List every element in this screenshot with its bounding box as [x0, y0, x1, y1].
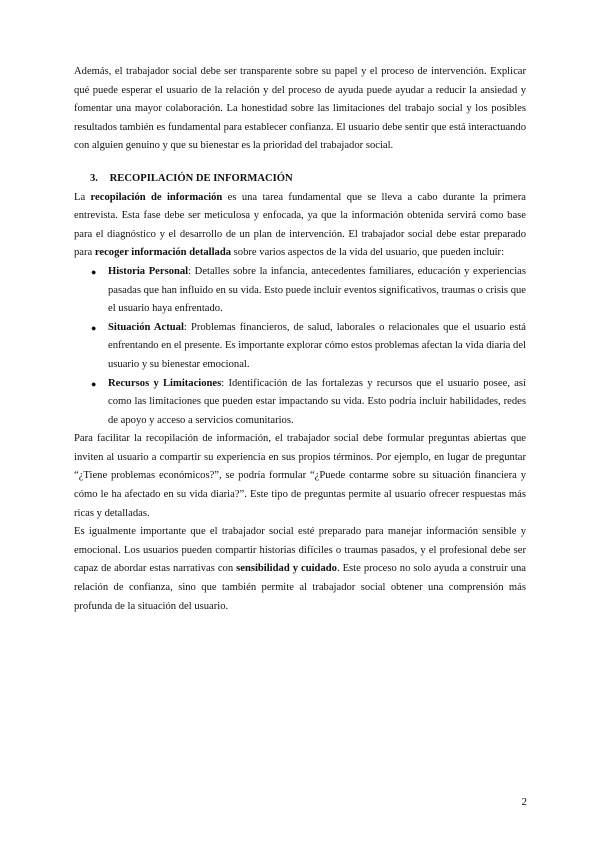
text-run: es una tarea fundamental que se lleva a cabo durante la primera entrevista. Esta fase debe ser meticulosa y enfocada, ya que la información obtenida servirá como base para el diagnóstico y el desarrollo de un plan de intervención. El trabajador social debe estar preparado para — [74, 191, 526, 259]
bullet-icon: ● — [91, 378, 97, 389]
text-run: La — [74, 191, 91, 203]
list-item — [74, 375, 526, 431]
list-item-label: Situación Actual — [108, 321, 184, 333]
paragraph-sensible — [74, 523, 526, 616]
section-title: RECOPILACIÓN DE INFORMACIÓN — [109, 172, 293, 184]
page-number: 2 — [521, 796, 527, 808]
bullet-icon: ● — [91, 322, 97, 333]
text-run: . Este proceso no solo ayuda a construir una relación de confianza, sino que también permite al trabajador social obtener una comprensión más profunda de la situación del usuario. — [74, 563, 526, 612]
section-heading — [74, 170, 526, 189]
bold-term: recoger información detallada — [94, 247, 232, 259]
list-item-label: Recursos y Limitaciones — [108, 377, 222, 389]
text-run: Es igualmente importante que el trabajador social esté preparado para manejar información sensible y emocional. Los usuarios pueden compartir historias difíciles o traumas pasados, y el profesional debe ser capaz de abordar estas narrativas con — [74, 526, 526, 575]
paragraph-recopilacion — [74, 189, 526, 263]
bold-term: sensibilidad y cuidado — [236, 563, 337, 575]
bullet-icon: ● — [91, 266, 97, 277]
list-item-text: : Identificación de las fortalezas y recursos que el usuario posee, así como las limitaciones que pueden estar impactando su vida. Esto podría incluir habilidades, redes de apoyo y acceso a servicios comunitarios. — [108, 377, 526, 426]
section-number: 3. — [90, 172, 98, 184]
list-item-text: : Problemas financieros, de salud, laborales o relacionales que el usuario está enfrentando en el presente. Es importante explorar cómo estos problemas afectan la vida diaria del usuario y su bienestar emocional. — [108, 321, 526, 370]
list-item — [74, 319, 526, 375]
page-content — [74, 63, 526, 616]
list-item-label: Historia Personal — [108, 265, 189, 277]
paragraph-preguntas: Para facilitar la recopilación de información, el trabajador social debe formular preguntas abiertas que inviten al usuario a compartir su experiencia en sus propios términos. Por ejemplo, en lugar de preguntar “¿Tiene problemas económicos?”, se podría formular “¿Puede contarme sobre su situación financiera y cómo le ha afectado en su vida diaria?”. Este tipo de preguntas permite al usuario ofrecer respuestas más ricas y detalladas. — [74, 433, 526, 519]
list-item-text: : Detalles sobre la infancia, antecedentes familiares, educación y experiencias pasadas que han influido en su vida. Esto puede incluir eventos significativos, traumas o crisis que el usuario haya enfrentado. — [108, 265, 526, 315]
bold-term: recopilación de información — [90, 191, 223, 203]
intro-paragraph: Además, el trabajador social debe ser transparente sobre su papel y el proceso de intervención. Explicar qué puede esperar el usuario de la relación y del proceso de ayuda puede ayudar a reducir la ansiedad y fomentar una mayor colaboración. La honestidad sobre las limitaciones del trabajo social y los posibles resultados también es fundamental para establecer confianza. El usuario debe sentir que está interactuando con alguien genuino y que su bienestar es la prioridad del trabajador social. — [74, 66, 526, 152]
aspects-list — [74, 263, 526, 430]
list-item — [74, 263, 526, 319]
text-run: sobre varios aspectos de la vida del usuario, que pueden incluir: — [231, 247, 505, 259]
